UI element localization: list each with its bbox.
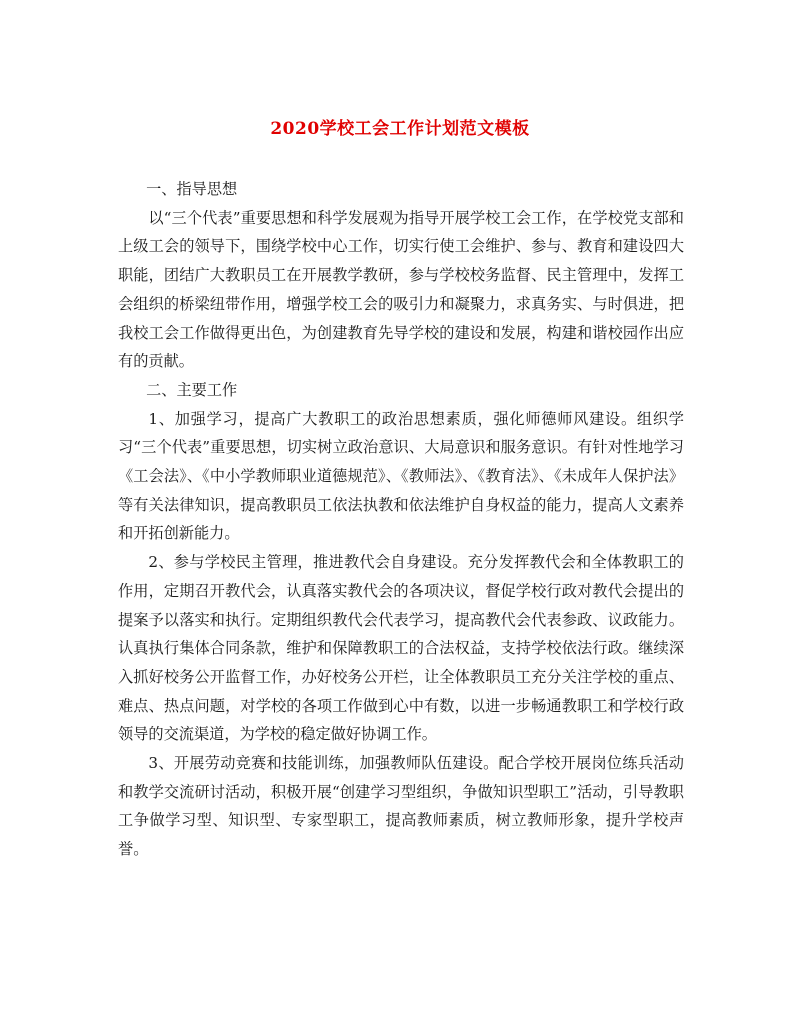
document-body (118, 175, 684, 864)
document-title: 2020学校工会工作计划范文模板 (270, 119, 530, 139)
section-heading-guiding-thought: 一、指导思想 (146, 180, 238, 198)
paragraph-main-work-3: 3、开展劳动竞赛和技能训练，加强教师队伍建设。配合学校开展岗位练兵活动和教学交流研讨活动，积极开展“创建学习型组织，争做知识型职工”活动，引导教职工争做学习型、知识型、专家型职工，提高教师素质，树立教师形象，提升学校声誉。 (118, 754, 684, 859)
paragraph-guiding-thought: 以“三个代表”重要思想和科学发展观为指导开展学校工会工作，在学校党支部和上级工会的领导下，围绕学校中心工作，切实行使工会维护、参与、教育和建设四大职能，团结广大教职员工在开展教学教研，参与学校校务监督、民主管理中，发挥工会组织的桥梁纽带作用，增强学校工会的吸引力和凝聚力，求真务实、与时俱进，把我校工会工作做得更出色，为创建教育先导学校的建设和发展，构建和谐校园作出应有的贡献。 (118, 208, 684, 371)
paragraph-main-work-2: 2、参与学校民主管理，推进教代会自身建设。充分发挥教代会和全体教职工的作用，定期召开教代会，认真落实教代会的各项决议，督促学校行政对教代会提出的提案予以落实和执行。定期组织教代会代表学习，提高教代会代表参政、议政能力。认真执行集体合同条款，维护和保障教职工的合法权益，支持学校依法行政。继续深入抓好校务公开监督工作，办好校务公开栏，让全体教职员工充分关注学校的重点、难点、热点问题，对学校的各项工作做到心中有数，以进一步畅通教职工和学校行政领导的交流渠道，为学校的稳定做好协调工作。 (118, 553, 684, 744)
paragraph-main-work-1: 1、加强学习，提高广大教职工的政治思想素质，强化师德师风建设。组织学习“三个代表”重要思想，切实树立政治意识、大局意识和服务意识。有针对性地学习《工会法》、《中小学教师职业道德规范》、《教师法》、《教育法》、《未成年人保护法》等有关法律知识，提高教职员工依法执教和依法维护自身权益的能力，提高人文素养和开拓创新能力。 (118, 409, 684, 543)
section-heading-main-work: 二、主要工作 (146, 380, 238, 399)
